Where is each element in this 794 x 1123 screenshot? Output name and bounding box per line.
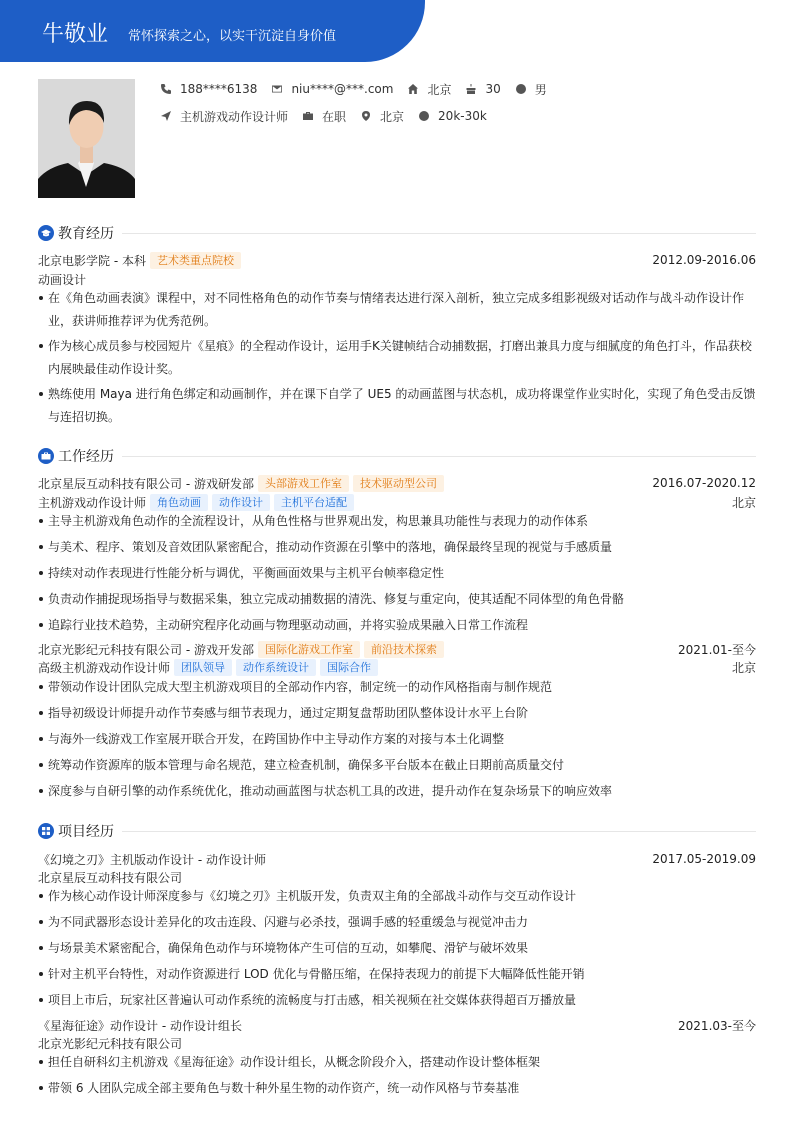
education-header: [38, 251, 756, 269]
gender-item: [515, 81, 547, 98]
work-section-header: [38, 445, 756, 467]
work-position: 主机游戏动作设计师: [38, 495, 147, 510]
cake-icon: [465, 83, 477, 95]
education-major: 动画设计: [38, 272, 87, 287]
list-item: 与海外一线游戏工作室展开联合开发，在跨国协作中主导动作方案的对接与本土化调整: [38, 728, 756, 751]
education-section-header: [38, 222, 756, 244]
candidate-slogan: 常怀探索之心，以实干沉淀自身价值: [128, 29, 337, 44]
gender-text: 男: [534, 82, 547, 97]
location-item: [407, 81, 451, 98]
project-section-header: [38, 820, 756, 842]
work-date: 2021.01-至今: [678, 642, 756, 657]
work-company: 北京光影纪元科技有限公司 - 游戏开发部: [38, 642, 254, 657]
grid-icon: [38, 823, 54, 839]
work-company-row: [38, 640, 756, 658]
list-item: 持续对动作表现进行性能分析与调优，平衡画面效果与主机平台帧率稳定性: [38, 562, 756, 585]
work-title-row: [38, 493, 756, 511]
list-item: 为不同武器形态设计差异化的攻击连段、闪避与必杀技，强调手感的轻重缓急与视觉冲击力: [38, 911, 756, 934]
list-item: 带领 6 人团队完成全部主要角色与数十种外星生物的动作资产，统一动作风格与节奏基准: [38, 1077, 756, 1100]
phone-item: [160, 82, 257, 96]
skill-tag: 主机平台适配: [274, 494, 354, 511]
email-item: [271, 82, 393, 96]
list-item: 追踪行业技术趋势，主动研究程序化动画与物理驱动动画，并将实验成果融入日常工作流程: [38, 614, 756, 637]
list-item: 作为核心成员参与校园短片《星痕》的全程动作设计，运用手K关键帧结合动捕数据，打磨出兼具力度与细腻度的角色打斗，作品获校 内展映最佳动作设计奖。: [38, 335, 756, 381]
list-item: 负责动作捕捉现场指导与数据采集，独立完成动捕数据的清洗、修复与重定向，使其适配不同体型的角色骨骼: [38, 588, 756, 611]
work-title-row: [38, 658, 756, 676]
work-position: 高级主机游戏动作设计师: [38, 660, 171, 675]
education-title: 教育经历: [58, 226, 114, 242]
list-item: 深度参与自研引擎的动作系统优化，推动动画蓝图与状态机工具的改进，提升动作在复杂场景下的响应效率: [38, 780, 756, 803]
list-item: 针对主机平台特性，对动作资源进行 LOD 优化与骨骼压缩，在保持表现力的前提下大幅降低性能开销: [38, 963, 756, 986]
list-item: 担任自研科幻主机游戏《星海征途》动作设计组长，从概念阶段介入，搭建动作设计整体框架: [38, 1051, 756, 1074]
project-company-row: [38, 1034, 756, 1052]
list-item: 带领动作设计团队完成大型主机游戏项目的全部动作内容，制定统一的动作风格指南与制作规范: [38, 676, 756, 699]
school-name: 北京电影学院 - 本科: [38, 253, 146, 268]
project-date: 2021.03-至今: [678, 1018, 756, 1033]
project-name-row: [38, 850, 756, 868]
project-name: 《幻境之刃》主机版动作设计 - 动作设计师: [38, 852, 266, 867]
list-item: 指导初级设计师提升动作节奏感与细节表现力，通过定期复盘帮助团队整体设计水平上台阶: [38, 702, 756, 725]
contact-row-2: [160, 107, 501, 125]
skill-tag: 团队领导: [174, 659, 232, 676]
skill-tag: 动作系统设计: [236, 659, 316, 676]
header-banner: [0, 0, 425, 62]
city-text: 北京: [380, 109, 405, 124]
email-text: niu****@***.com: [291, 82, 394, 96]
list-item: 项目上市后，玩家社区普遍认可动作系统的流畅度与打击感，相关视频在社交媒体获得超百万播放量: [38, 989, 756, 1012]
divider: [122, 831, 756, 832]
city-item: [360, 108, 404, 125]
status-item: [302, 108, 346, 125]
location-text: 北京: [427, 82, 452, 97]
skill-tag: 动作设计: [212, 494, 270, 511]
school-tag: 艺术类重点院校: [150, 252, 241, 269]
company-tag: 头部游戏工作室: [258, 475, 349, 492]
project-date: 2017.05-2019.09: [652, 852, 756, 866]
status-text: 在职: [322, 109, 347, 124]
briefcase-section-icon: [38, 448, 54, 464]
work-company-row: [38, 474, 756, 492]
salary-item: [418, 109, 487, 123]
work-city: 北京: [731, 495, 756, 510]
age-text: 30: [485, 82, 501, 96]
list-item: 作为核心动作设计师深度参与《幻境之刃》主机版开发，负责双主角的全部战斗动作与交互动作设计: [38, 885, 756, 908]
map-pin-icon: [360, 110, 372, 122]
gender-icon: [515, 83, 527, 95]
role-item: [160, 108, 288, 125]
company-tag: 前沿技术探索: [364, 641, 444, 658]
work-city: 北京: [731, 660, 756, 675]
project-name: 《星海征途》动作设计 - 动作设计组长: [38, 1018, 242, 1033]
phone-icon: [160, 83, 172, 95]
company-tag: 国际化游戏工作室: [258, 641, 360, 658]
work-title: 工作经历: [58, 449, 114, 465]
mail-icon: [271, 83, 283, 95]
profile-photo: [38, 79, 135, 198]
project-name-row: [38, 1016, 756, 1034]
role-text: 主机游戏动作设计师: [180, 109, 289, 124]
work-company: 北京星辰互动科技有限公司 - 游戏研发部: [38, 476, 254, 491]
list-item: 主导主机游戏角色动作的全流程设计，从角色性格与世界观出发，构思兼具功能性与表现力的动作体系: [38, 510, 756, 533]
education-major-row: [38, 270, 756, 288]
company-tag: 技术驱动型公司: [353, 475, 444, 492]
list-item: 统筹动作资源库的版本管理与命名规范，建立检查机制，确保多平台版本在截止日期前高质量交付: [38, 754, 756, 777]
divider: [122, 456, 756, 457]
contact-row-1: [160, 80, 561, 98]
list-item: 与美术、程序、策划及音效团队紧密配合，推动动作资源在引擎中的落地，确保最终呈现的视觉与手感质量: [38, 536, 756, 559]
project-company: 北京光影纪元科技有限公司: [38, 1036, 183, 1051]
money-icon: [418, 110, 430, 122]
age-item: [465, 82, 500, 96]
candidate-name: 牛敬业: [42, 22, 109, 47]
project-company: 北京星辰互动科技有限公司: [38, 870, 183, 885]
briefcase-icon: [302, 110, 314, 122]
salary-text: 20k-30k: [438, 109, 487, 123]
list-item: 在《角色动画表演》课程中，对不同性格角色的动作节奏与情绪表达进行深入剖析，独立完成多组影视级对话动作与战斗动作设计作 业，获讲师推荐评为优秀范例。: [38, 287, 756, 333]
education-date: 2012.09-2016.06: [652, 253, 756, 267]
skill-tag: 角色动画: [150, 494, 208, 511]
project-company-row: [38, 868, 756, 886]
work-date: 2016.07-2020.12: [652, 476, 756, 490]
send-icon: [160, 110, 172, 122]
project-title: 项目经历: [58, 824, 114, 840]
skill-tag: 国际合作: [320, 659, 378, 676]
list-item: 熟练使用 Maya 进行角色绑定和动画制作，并在课下自学了 UE5 的动画蓝图与状态机，成功将课堂作业实时化，实现了角色受击反馈 与连招切换。: [38, 383, 756, 429]
home-icon: [407, 83, 419, 95]
list-item: 与场景美术紧密配合，确保角色动作与环境物体产生可信的互动，如攀爬、滑铲与破坏效果: [38, 937, 756, 960]
phone-text: 188****6138: [180, 82, 258, 96]
divider: [122, 233, 756, 234]
graduation-cap-icon: [38, 225, 54, 241]
